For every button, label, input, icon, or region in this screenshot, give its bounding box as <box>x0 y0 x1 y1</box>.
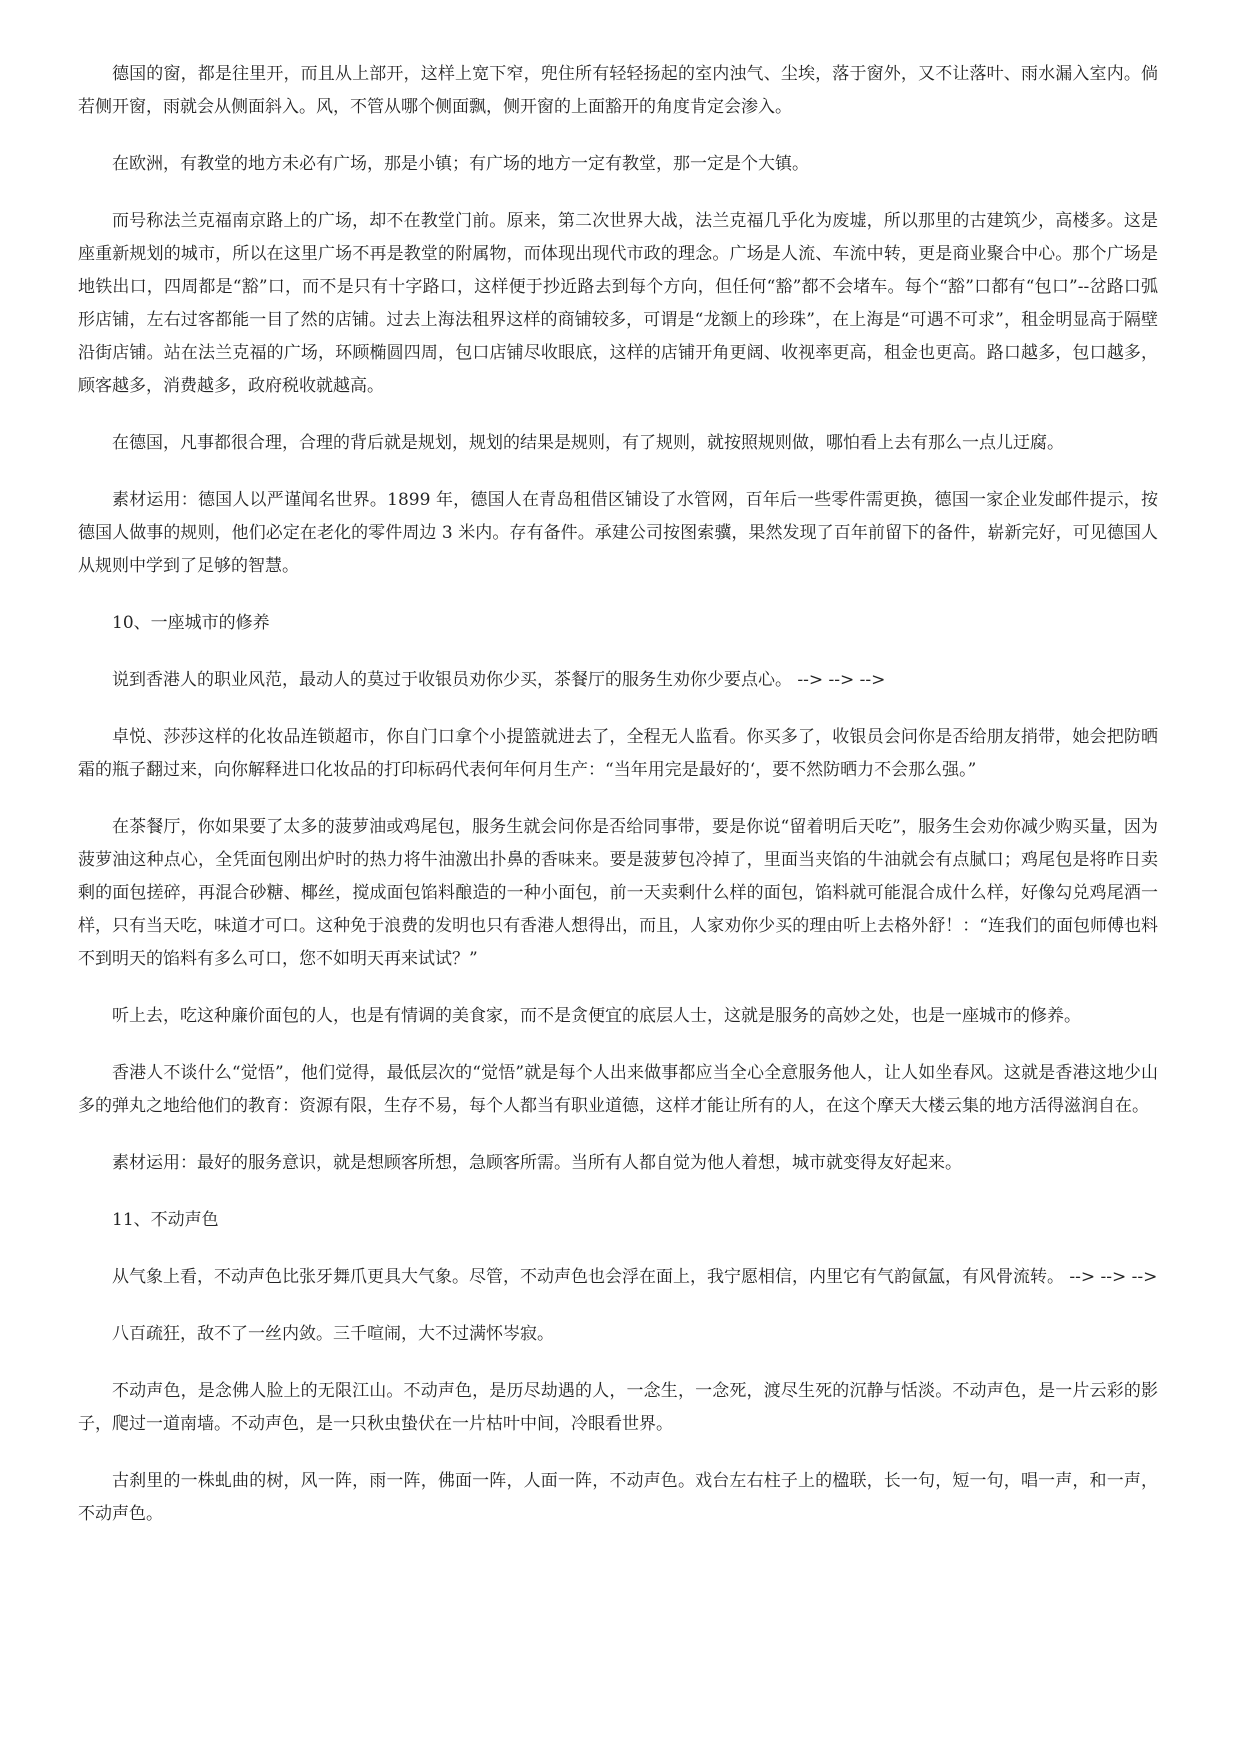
document-body <box>78 58 1158 1555</box>
paragraph-hongkong-awareness: 香港人不谈什么“觉悟”，他们觉得，最低层次的“觉悟”就是每个人出来做事都应当全心全意服务他人，让人如坐春风。这就是香港这地少山多的弹丸之地给他们的教育：资源有限，生存不易，每个人都当有职业道德，这样才能让所有的人，在这个摩天大楼云集的地方活得滋润自在。 <box>78 1063 1158 1116</box>
paragraph-restraint: 八百疏狂，敌不了一丝内敛。三千喧闹，大不过满怀岑寂。 <box>112 1324 554 1344</box>
paragraph-material-usage-germany: 素材运用：德国人以严谨闻名世界。1899 年，德国人在青岛租借区铺设了水管网，百年后一些零件需更换，德国一家企业发邮件提示，按德国人做事的规则，他们必定在老化的零件周边 3 米内。存有备件。承建公司按图索骥，果然发现了百年前留下的备件，崭新完好，可见德国人从规则中学到了足够的智慧。 <box>78 490 1158 576</box>
paragraph-german-rules: 在德国，凡事都很合理，合理的背后就是规划，规划的结果是规则，有了规则，就按照规则做，哪怕看上去有那么一点儿迂腐。 <box>112 433 1064 453</box>
paragraph-material-usage-service: 素材运用：最好的服务意识，就是想顾客所想，急顾客所需。当所有人都自觉为他人着想，城市就变得友好起来。 <box>112 1153 962 1173</box>
section-heading-11: 11、不动声色 <box>112 1210 219 1230</box>
paragraph-city-cultivation: 听上去，吃这种廉价面包的人，也是有情调的美食家，而不是贪便宜的底层人士，这就是服务的高妙之处，也是一座城市的修养。 <box>112 1006 1081 1026</box>
paragraph-composure-atmosphere: 从气象上看，不动声色比张牙舞爪更具大气象。尽管，不动声色也会浮在面上，我宁愿相信，内里它有气韵氤氲，有风骨流转。 --> --> --> <box>112 1267 1158 1287</box>
paragraph-tea-restaurant: 在茶餐厅，你如果要了太多的菠萝油或鸡尾包，服务生就会问你是否给同事带，要是你说“留着明后天吃”，服务生会劝你减少购买量，因为菠萝油这种点心，全凭面包刚出炉时的热力将牛油激出扑鼻的香味来。要是菠萝包冷掉了，里面当夹馅的牛油就会有点腻口；鸡尾包是将昨日卖剩的面包搓碎，再混合砂糖、椰丝，搅成面包馅料酿造的一种小面包，前一天卖剩什么样的面包，馅料就可能混合成什么样，好像勾兑鸡尾酒一样，只有当天吃，味道才可口。这种免于浪费的发明也只有香港人想得出，而且，人家劝你少买的理由听上去格外舒！：“连我们的面包师傅也料不到明天的馅料有多么可口，您不如明天再来试试？” <box>78 817 1158 969</box>
paragraph-ancient-temple: 古刹里的一株虬曲的树，风一阵，雨一阵，佛面一阵，人面一阵，不动声色。戏台左右柱子上的楹联，长一句，短一句，唱一声，和一声，不动声色。 <box>78 1471 1158 1524</box>
paragraph-german-windows: 德国的窗，都是往里开，而且从上部开，这样上宽下窄，兜住所有轻轻扬起的室内浊气、尘埃，落于窗外，又不让落叶、雨水漏入室内。倘若侧开窗，雨就会从侧面斜入。风，不管从哪个侧面飘，侧开窗的上面豁开的角度肯定会渗入。 <box>78 64 1158 117</box>
paragraph-composure-examples: 不动声色，是念佛人脸上的无限江山。不动声色，是历尽劫遇的人，一念生，一念死，渡尽生死的沉静与恬淡。不动声色，是一片云彩的影子，爬过一道南墙。不动声色，是一只秋虫蛰伏在一片枯叶中间，冷眼看世界。 <box>78 1381 1158 1434</box>
paragraph-hongkong-service: 说到香港人的职业风范，最动人的莫过于收银员劝你少买，茶餐厅的服务生劝你少要点心。 --> --> --> <box>112 670 886 690</box>
paragraph-europe-squares: 在欧洲，有教堂的地方未必有广场，那是小镇；有广场的地方一定有教堂，那一定是个大镇。 <box>112 154 809 174</box>
paragraph-cosmetics-store: 卓悦、莎莎这样的化妆品连锁超市，你自门口拿个小提篮就进去了，全程无人监看。你买多了，收银员会问你是否给朋友捎带，她会把防晒霜的瓶子翻过来，向你解释进口化妆品的打印标码代表何年何月生产：“当年用完是最好的‘，要不然防晒力不会那么强。” <box>78 727 1158 780</box>
paragraph-frankfurt-square: 而号称法兰克福南京路上的广场，却不在教堂门前。原来，第二次世界大战，法兰克福几乎化为废墟，所以那里的古建筑少，高楼多。这是座重新规划的城市，所以在这里广场不再是教堂的附属物，而体现出现代市政的理念。广场是人流、车流中转，更是商业聚合中心。那个广场是地铁出口，四周都是“豁”口，而不是只有十字路口，这样便于抄近路去到每个方向，但任何“豁”都不会堵车。每个“豁”口都有“包口”--岔路口弧形店铺，左右过客都能一目了然的店铺。过去上海法租界这样的商铺较多，可谓是“龙额上的珍珠”，在上海是“可遇不可求”，租金明显高于隔壁沿街店铺。站在法兰克福的广场，环顾椭圆四周，包口店铺尽收眼底，这样的店铺开角更阔、收视率更高，租金也更高。路口越多，包口越多，顾客越多，消费越多，政府税收就越高。 <box>78 211 1158 396</box>
section-heading-10: 10、一座城市的修养 <box>112 613 270 633</box>
